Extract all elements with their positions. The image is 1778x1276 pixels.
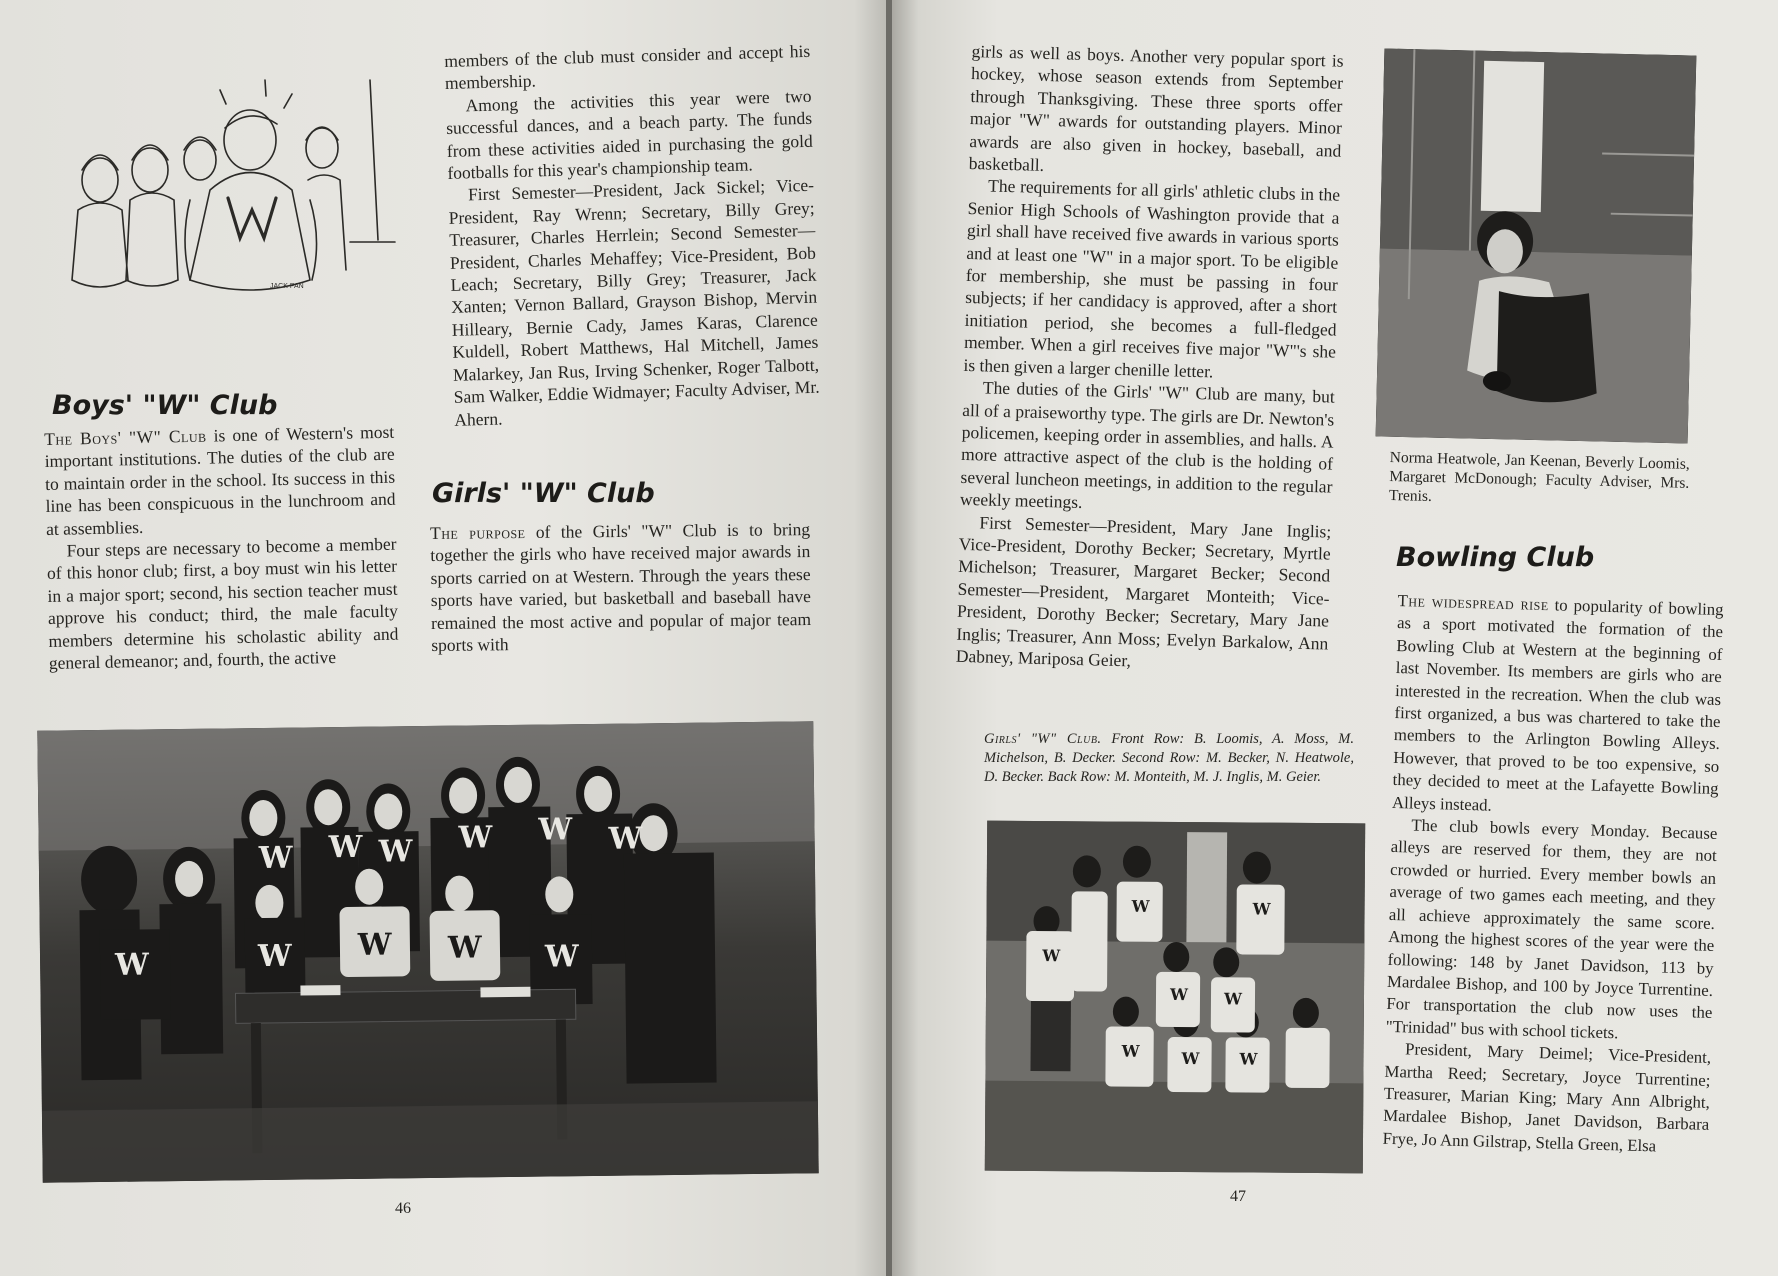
svg-text:W: W bbox=[257, 938, 292, 975]
bowling-club-heading: Bowling Club bbox=[1396, 542, 1595, 573]
bowling-lead: The widespread rise bbox=[1397, 590, 1549, 615]
svg-text:W: W bbox=[357, 927, 392, 963]
right-page bbox=[892, 0, 1778, 1276]
cartoon-signature: JACK PAN bbox=[270, 283, 304, 290]
bowler-caption: Norma Heatwole, Jan Keenan, Beverly Loomis, Margaret McDonough; Faculty Adviser, Mrs. Trenis. bbox=[1388, 448, 1690, 505]
svg-text:W: W bbox=[608, 821, 643, 857]
boys-club-col2 bbox=[444, 40, 820, 431]
svg-text:W: W bbox=[1252, 899, 1271, 919]
girls-club-col-continued bbox=[956, 40, 1344, 677]
girls-club-p1: of the Girls' "W" Club is to bring together the girls who have received major awards in sports carried on at Western. Through the years these sports have varied, but basketball and baseball have remained the most active and popular of major team sports with bbox=[430, 519, 812, 656]
girls-caption-text: Front Row: B. Loomis, A. Moss, M. Michelson, B. Decker. Second Row: M. Becker, N. Heatwole, D. Becker. Back Row: M. Monteith, M. J. Inglis, M. Geier. bbox=[984, 731, 1354, 785]
girls-photo-caption bbox=[984, 730, 1354, 787]
girls-w-club-group-photo-icon bbox=[985, 821, 1365, 1174]
svg-text:W: W bbox=[258, 840, 293, 877]
svg-text:W: W bbox=[114, 947, 150, 983]
svg-text:W: W bbox=[1121, 1041, 1140, 1061]
bowling-p1: to popularity of bowling as a sport motivated the formation of the Bowling Club at Western at the beginning of last November. Its members are girls who are interested in the recreation. When the club was first organized, a bus was chartered to take the members to the Arlington Bowling Alleys. However, that proved to be too expensive, so they decided to meet at the Lafayette Bowling Alleys instead. bbox=[1391, 595, 1724, 815]
boys-club-col2-p2: Among the activities this year were two successful dances, and a beach party. The funds from these activities aided in purchasing the gold footballs for this year's championship team. bbox=[445, 85, 813, 183]
page-number-right: 47 bbox=[1230, 1188, 1246, 1205]
svg-text:W: W bbox=[447, 930, 482, 966]
svg-text:W: W bbox=[538, 812, 573, 848]
svg-text:W: W bbox=[1042, 946, 1061, 966]
boys-w-club-group-photo-icon bbox=[37, 721, 818, 1182]
boys-club-col2-p1: members of the club must consider and accept his membership. bbox=[444, 40, 811, 94]
boys-w-club-cartoon-icon bbox=[60, 70, 400, 330]
svg-text:W: W bbox=[1131, 896, 1150, 916]
girls-club-text bbox=[430, 518, 811, 656]
svg-text:W: W bbox=[1239, 1049, 1258, 1069]
girls-caption-lead: Girls' "W" Club. bbox=[984, 731, 1102, 747]
bowling-club-text bbox=[1382, 590, 1724, 1159]
girls-club-cont-p1: girls as well as boys. Another very popular sport is hockey, whose season extends from September through Thanksgiving. These three sports offer major "W" awards for outstanding players. Minor awards are also given in hockey, baseball, and basketball. bbox=[968, 40, 1344, 175]
boys-club-heading: Boys' "W" Club bbox=[52, 390, 278, 421]
svg-text:W: W bbox=[1223, 989, 1243, 1009]
boys-club-lead: The Boys' "W" Club bbox=[44, 425, 207, 449]
svg-text:W: W bbox=[328, 829, 363, 866]
svg-text:W: W bbox=[378, 834, 413, 870]
page-number-left: 46 bbox=[395, 1200, 411, 1217]
bowler-photo-icon bbox=[1376, 49, 1697, 444]
boys-club-text bbox=[44, 421, 399, 675]
boys-club-p2: Four steps are necessary to become a member of this honor club; first, a boy must win his letter in a major sport; second, his section teacher must approve his conduct; third, the male faculty members determine his scholastic ability and general demeanor; and, fourth, the active bbox=[46, 533, 399, 674]
girls-club-cont-p2: The requirements for all girls' athletic clubs in the Senior High Schools of Washington provide that a girl shall have received five awards in various sports and at least one "W" in a major sport. To be eligible for membership, she must be passing in four subjects; if her candidacy is approved, after a short initiation period, she becomes a full-fledged member. When a girl receives five major "W"'s she is then given a larger chenille letter. bbox=[963, 175, 1341, 382]
svg-text:W: W bbox=[1169, 984, 1189, 1005]
girls-club-heading: Girls' "W" Club bbox=[432, 478, 655, 509]
svg-text:W: W bbox=[544, 939, 579, 975]
bowling-p2: The club bowls every Monday. Because alleys are reserved for them, they are not crowded or hurried. Every member bowls an average of two games each meeting, and they all achieve approximately the same score. Among the highest scores of the year were the following: 148 by Janet Davidson, 113 by Mardalee Bishop, and 100 by Joyce Turrentine. For transportation the club now uses the "Trinidad" bus with school tickets. bbox=[1385, 815, 1718, 1043]
svg-text:W: W bbox=[1181, 1049, 1200, 1069]
girls-club-cont-p3: The duties of the Girls' "W" Club are many, but all of a praiseworthy type. The girls are Dr. Newton's policemen, keeping order in assemblies, and halls. A more attractive aspect of the club is the holding of several luncheon meetings, in addition to the regular weekly meetings. bbox=[959, 377, 1336, 513]
boys-club-officers: First Semester—President, Jack Sickel; Vice-President, Ray Wrenn; Secretary, Billy Grey; Treasurer, Charles Herrlein; Second Semester—President, Charles Mehaffey; Vice-President, Bob Leach; Secretary, Billy Grey; Treasurer, Jack Xanten; Vernon Ballard, Grayson Bishop, Mervin Hilleary, Bernie Cady, James Karas, Clarence Kuldell, Robert Matthews, Hal Mitchell, James Malarkey, Jan Rus, Irving Schenker, Roger Talbott, Sam Walker, Eddie Widmayer; Faculty Adviser, Mr. Ahern. bbox=[448, 175, 820, 430]
svg-text:W: W bbox=[458, 820, 493, 856]
bowling-officers: President, Mary Deimel; Vice-President, Martha Reed; Secretary, Joyce Turrentine; Treasurer, Marian King; Mary Ann Albright, Mardalee Bishop, Janet Davidson, Barbara Frye, Jo Ann Gilstrap, Stella Green, Elsa bbox=[1382, 1039, 1712, 1156]
boys-club-p1: is one of Western's most important institutions. The duties of the club are to maintain order in the school. Its success in this line has been conspicuous in the lunchroom and at assemblies. bbox=[44, 421, 396, 539]
girls-club-officers: First Semester—President, Mary Jane Inglis; Vice-President, Dorothy Becker; Secretary, Myrtle Michelson; Treasurer, Margaret Becker; Second Semester—President, Margaret Monteith; Vice-President, Dorothy Becker; Secretary, Mary Jane Inglis; Treasurer, Ann Moss; Evelyn Barkalow, Ann Dabney, Mariposa Geier, bbox=[955, 511, 1332, 671]
girls-club-lead: The purpose bbox=[430, 522, 526, 543]
